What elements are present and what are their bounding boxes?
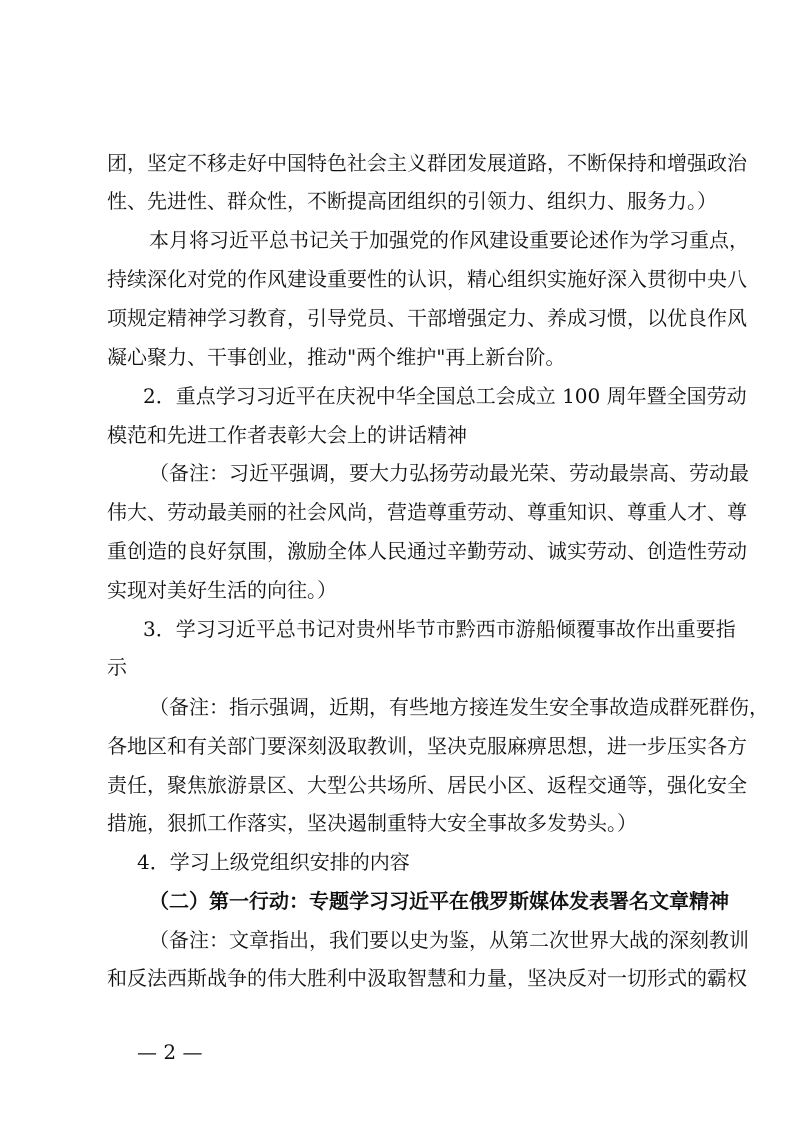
body-text-line: 性、先进性、群众性，不断提高团组织的引领力、组织力、服务力。） [107, 189, 717, 213]
body-text-line: 责任，聚焦旅游景区、大型公共场所、居民小区、返程交通等，强化安全 [107, 773, 747, 797]
numbered-heading-2: 2．重点学习习近平在庆祝中华全国总工会成立 100 周年暨全国劳动 [143, 384, 747, 408]
numbered-heading-4: 4．学习上级党组织安排的内容 [137, 850, 410, 874]
body-text-line: 各地区和有关部门要深刻汲取教训，坚决克服麻痹思想，进一步压实各方 [107, 734, 747, 758]
body-text-line: 持续深化对党的作风建设重要性的认识，精心组织实施好深入贯彻中央八 [107, 267, 747, 291]
note-first-line: （备注：指示强调，近期，有些地方接连发生安全事故造成群死群伤， [149, 695, 769, 719]
body-text-line: 凝心聚力、干事创业，推动"两个维护"再上新台阶。 [107, 345, 566, 369]
body-text-line: 实现对美好生活的向往。） [107, 578, 337, 602]
body-text-line: 措施，狠抓工作落实，坚决遏制重特大安全事故多发势头。） [107, 811, 637, 835]
body-text-line: 模范和先进工作者表彰大会上的讲话精神 [107, 423, 467, 447]
body-text-line: 重创造的良好氛围，激励全体人民通过辛勤劳动、诚实劳动、创造性劳动 [107, 539, 747, 563]
note-first-line: （备注：文章指出，我们要以史为鉴，从第二次世界大战的深刻教训 [149, 928, 749, 952]
body-text-line: 团，坚定不移走好中国特色社会主义群团发展道路，不断保持和增强政治 [107, 151, 747, 175]
paragraph-first-line: 本月将习近平总书记关于加强党的作风建设重要论述作为学习重点， [149, 228, 749, 252]
page-number: — 2 — [137, 1040, 203, 1064]
section-heading: （二）第一行动：专题学习习近平在俄罗斯媒体发表署名文章精神 [149, 889, 729, 913]
body-text-line: 项规定精神学习教育，引导党员、干部增强定力、养成习惯，以优良作风 [107, 306, 747, 330]
numbered-heading-3: 3．学习习近平总书记对贵州毕节市黔西市游船倾覆事故作出重要指 [143, 617, 736, 641]
body-text-line: 示 [107, 655, 127, 679]
body-text-line: 和反法西斯战争的伟大胜利中汲取智慧和力量，坚决反对一切形式的霸权 [107, 966, 747, 990]
body-text-line: 伟大、劳动最美丽的社会风尚，营造尊重劳动、尊重知识、尊重人才、尊 [107, 500, 747, 524]
note-first-line: （备注：习近平强调，要大力弘扬劳动最光荣、劳动最崇高、劳动最 [149, 461, 749, 485]
